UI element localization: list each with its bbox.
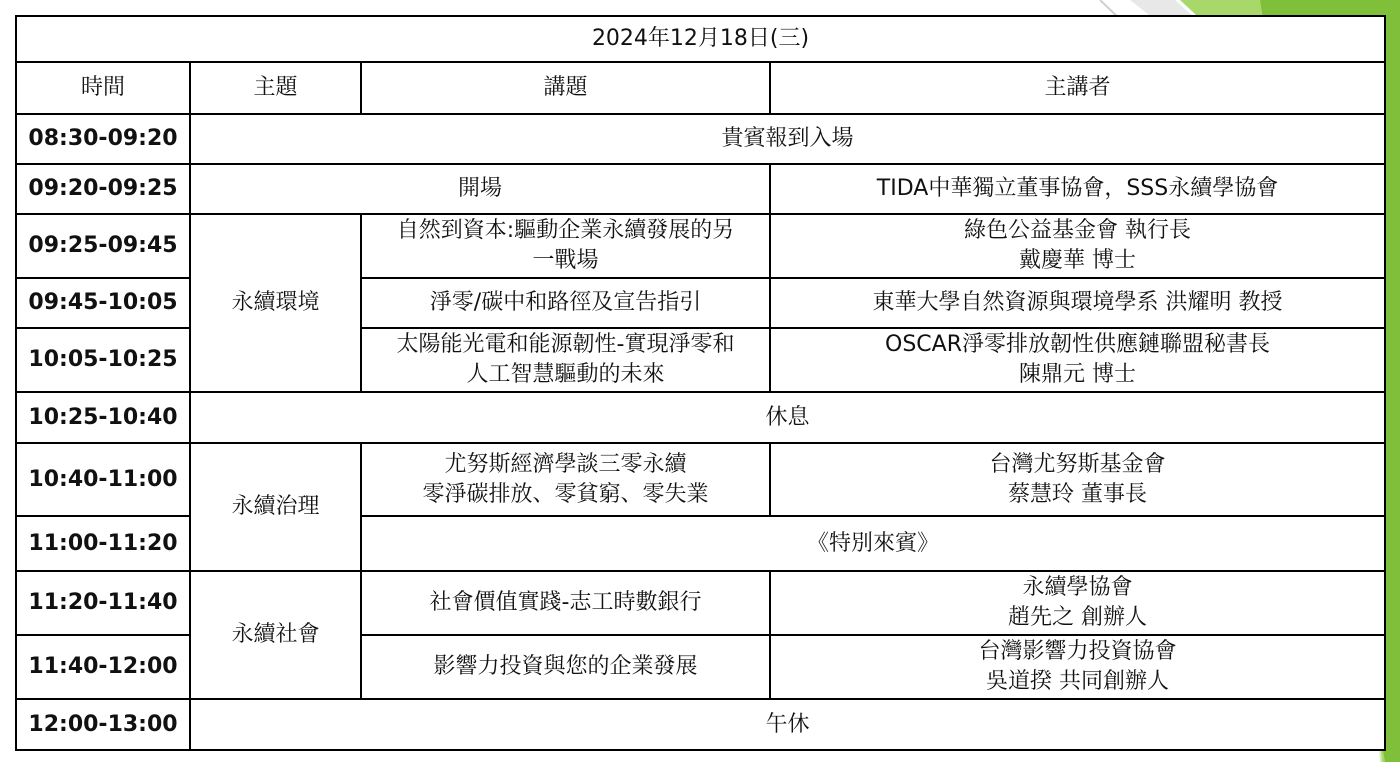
time-cell: 09:25-09:45 xyxy=(16,214,190,278)
talk-cell: 開場 xyxy=(190,164,770,214)
time-cell: 11:20-11:40 xyxy=(16,571,190,635)
header-row xyxy=(16,62,1385,114)
talk-cell: 淨零/碳中和路徑及宣告指引 xyxy=(361,278,770,328)
merged-cell: 休息 xyxy=(190,392,1385,443)
speaker-line: 陳鼎元 博士 xyxy=(1019,362,1137,387)
header-time: 時間 xyxy=(16,62,190,114)
time-cell: 10:40-11:00 xyxy=(16,443,190,516)
table-row xyxy=(16,699,1385,750)
talk-cell xyxy=(361,443,770,516)
speaker-cell xyxy=(770,328,1385,392)
talk-line: 尤努斯經濟學談三零永續 xyxy=(444,451,687,477)
talk-cell: 影響力投資與您的企業發展 xyxy=(361,635,770,699)
speaker-line: 台灣影響力投資協會 xyxy=(978,639,1177,664)
time-cell: 11:00-11:20 xyxy=(16,516,190,571)
header-speaker: 主講者 xyxy=(770,62,1385,114)
table-row xyxy=(16,392,1385,443)
table-row xyxy=(16,571,1385,635)
talk-cell: 社會價值實踐-志工時數銀行 xyxy=(361,571,770,635)
speaker-line: 吳道揆 共同創辦人 xyxy=(986,669,1170,694)
talk-line: 一戰場 xyxy=(532,248,599,273)
header-topic: 主題 xyxy=(190,62,361,114)
topic-cell: 永續環境 xyxy=(190,214,361,392)
time-cell: 12:00-13:00 xyxy=(16,699,190,750)
talk-line: 零淨碳排放、零貧窮、零失業 xyxy=(422,481,709,507)
speaker-line: 綠色公益基金會 執行長 xyxy=(964,218,1192,243)
date-title: 2024年12月18日(三) xyxy=(16,16,1385,62)
time-cell: 11:40-12:00 xyxy=(16,635,190,699)
speaker-cell xyxy=(770,443,1385,516)
merged-cell: 貴賓報到入場 xyxy=(190,114,1385,164)
table-row xyxy=(16,164,1385,214)
topic-cell: 永續社會 xyxy=(190,571,361,699)
time-cell: 09:20-09:25 xyxy=(16,164,190,214)
table-row xyxy=(16,214,1385,278)
speaker-line: OSCAR淨零排放韌性供應鏈聯盟秘書長 xyxy=(885,332,1270,357)
talk-line: 自然到資本:驅動企業永續發展的另 xyxy=(396,218,735,243)
speaker-cell: 東華大學自然資源與環境學系 洪耀明 教授 xyxy=(770,278,1385,328)
speaker-cell xyxy=(770,635,1385,699)
merged-cell: 午休 xyxy=(190,699,1385,750)
time-cell: 10:05-10:25 xyxy=(16,328,190,392)
time-cell: 09:45-10:05 xyxy=(16,278,190,328)
speaker-line: 台灣尤努斯基金會 xyxy=(989,451,1166,477)
agenda-sheet xyxy=(15,15,1384,749)
speaker-cell xyxy=(770,214,1385,278)
time-cell: 08:30-09:20 xyxy=(16,114,190,164)
topic-cell: 永續治理 xyxy=(190,443,361,571)
talk-cell xyxy=(361,214,770,278)
time-cell: 10:25-10:40 xyxy=(16,392,190,443)
date-row xyxy=(16,16,1385,62)
talk-cell xyxy=(361,328,770,392)
agenda-table xyxy=(15,15,1386,751)
speaker-cell: TIDA中華獨立董事協會，SSS永續學協會 xyxy=(770,164,1385,214)
speaker-cell xyxy=(770,571,1385,635)
talk-line: 人工智慧驅動的未來 xyxy=(466,362,665,387)
table-row xyxy=(16,443,1385,516)
speaker-line: 戴慶華 博士 xyxy=(1019,248,1137,273)
talk-line: 太陽能光電和能源韌性-實現淨零和 xyxy=(396,332,735,357)
header-talk: 講題 xyxy=(361,62,770,114)
merged-cell: 《特別來賓》 xyxy=(361,516,1385,571)
speaker-line: 趙先之 創辦人 xyxy=(1008,605,1148,630)
speaker-line: 永續學協會 xyxy=(1022,575,1133,600)
speaker-line: 蔡慧玲 董事長 xyxy=(1008,481,1148,507)
table-row xyxy=(16,114,1385,164)
